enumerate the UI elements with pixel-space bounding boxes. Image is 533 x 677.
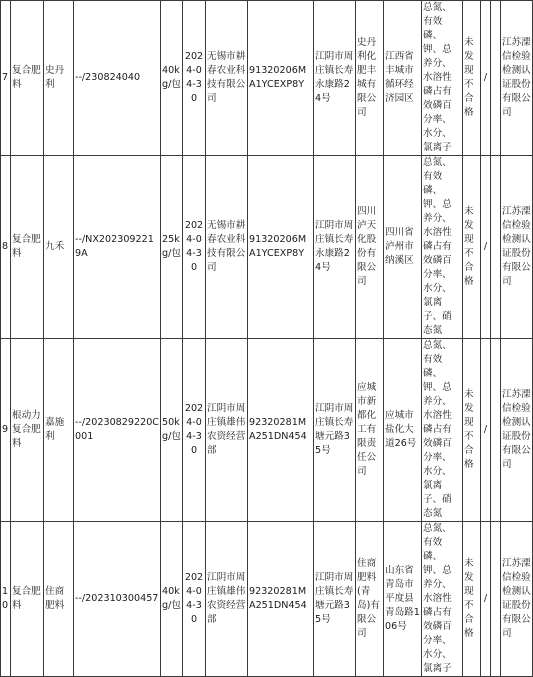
- sampled-unit-cell: 江阴市周庄镇雄伟农资经营部: [206, 522, 248, 677]
- empty-cell: [491, 156, 501, 339]
- manufacturer-address-cell: 江西省丰城市循环经济园区: [384, 1, 422, 156]
- testing-agency-cell: 江苏溧信检验检测认证股份有限公司: [501, 339, 533, 522]
- sampled-address-cell: 江阴市周庄镇长寿永康路24号: [314, 1, 356, 156]
- blank-cell: /: [481, 156, 491, 339]
- production-date-cell: 2024-04-30: [183, 339, 206, 522]
- blank-cell: /: [481, 1, 491, 156]
- category-cell: 复合肥料: [11, 522, 44, 677]
- credit-code-cell: 91320206MA1YCEXP8Y: [248, 1, 314, 156]
- spec-model-cell: --/230824040: [74, 1, 161, 156]
- credit-code-cell: 91320206MA1YCEXP8Y: [248, 156, 314, 339]
- table-row: [1, 522, 533, 677]
- row-number: 8: [1, 156, 11, 339]
- result-cell: 未发现不合格: [463, 1, 481, 156]
- category-cell: 复合肥料: [11, 156, 44, 339]
- table-row: [1, 1, 533, 156]
- category-cell: 复合肥料: [11, 1, 44, 156]
- brand-cell: 嘉施利: [44, 339, 74, 522]
- package-cell: 25kg/包: [161, 156, 183, 339]
- marked-manufacturer-cell: 应城市新都化工有限责任公司: [356, 339, 384, 522]
- spec-model-cell: --/20230829220C001: [74, 339, 161, 522]
- row-number: 9: [1, 339, 11, 522]
- marked-manufacturer-cell: 住商肥料(青岛)有限公司: [356, 522, 384, 677]
- credit-code-cell: 92320281MA251DN454: [248, 339, 314, 522]
- test-items-cell: 总氮、有效磷、钾、总养分、水溶性磷占有效磷百分率、水分、氯离子: [422, 1, 463, 156]
- sampled-unit-cell: 无锡市耕春农业科技有限公司: [206, 1, 248, 156]
- test-items-cell: 总氮、有效磷、钾、总养分、水溶性磷占有效磷百分率、水分、氯离子、硝态氮: [422, 339, 463, 522]
- row-number: 7: [1, 1, 11, 156]
- empty-cell: [491, 1, 501, 156]
- category-cell: 根动力复合肥料: [11, 339, 44, 522]
- sampled-address-cell: 江阴市周庄镇长寿永康路24号: [314, 156, 356, 339]
- blank-cell: /: [481, 522, 491, 677]
- sampled-address-cell: 江阴市周庄镇长寿塘元路35号: [314, 522, 356, 677]
- table-row: [1, 339, 533, 522]
- result-cell: 未发现不合格: [463, 522, 481, 677]
- manufacturer-address-cell: 山东省青岛市平度县青岛路106号: [384, 522, 422, 677]
- production-date-cell: 2024-04-30: [183, 1, 206, 156]
- spec-model-cell: --/NX2023092219A: [74, 156, 161, 339]
- credit-code-cell: 92320281MA251DN454: [248, 522, 314, 677]
- brand-cell: 史丹利: [44, 1, 74, 156]
- marked-manufacturer-cell: 史丹利化肥丰城有限公司: [356, 1, 384, 156]
- result-cell: 未发现不合格: [463, 339, 481, 522]
- manufacturer-address-cell: 应城市盐化大道26号: [384, 339, 422, 522]
- table-row: [1, 156, 533, 339]
- brand-cell: 住商肥料: [44, 522, 74, 677]
- empty-cell: [491, 522, 501, 677]
- testing-agency-cell: 江苏溧信检验检测认证股份有限公司: [501, 156, 533, 339]
- test-items-cell: 总氮、有效磷、钾、总养分、水溶性磷占有效磷百分率、水分、氯离子、硝态氮: [422, 156, 463, 339]
- empty-cell: [491, 339, 501, 522]
- result-cell: 未发现不合格: [463, 156, 481, 339]
- brand-cell: 九禾: [44, 156, 74, 339]
- package-cell: 40kg/包: [161, 522, 183, 677]
- testing-agency-cell: 江苏溧信检验检测认证股份有限公司: [501, 522, 533, 677]
- manufacturer-address-cell: 四川省泸州市纳溪区: [384, 156, 422, 339]
- marked-manufacturer-cell: 四川泸天化股份有限公司: [356, 156, 384, 339]
- test-items-cell: 总氮、有效磷、钾、总养分、水溶性磷占有效磷百分率、水分、氯离子: [422, 522, 463, 677]
- testing-agency-cell: 江苏溧信检验检测认证股份有限公司: [501, 1, 533, 156]
- sampled-address-cell: 江阴市周庄镇长寿塘元路35号: [314, 339, 356, 522]
- sampled-unit-cell: 江阴市周庄镇雄伟农资经营部: [206, 339, 248, 522]
- table-body: [1, 1, 533, 677]
- blank-cell: /: [481, 339, 491, 522]
- spec-model-cell: --/202310300457: [74, 522, 161, 677]
- production-date-cell: 2024-04-30: [183, 156, 206, 339]
- production-date-cell: 2024-04-30: [183, 522, 206, 677]
- sampled-unit-cell: 无锡市耕春农业科技有限公司: [206, 156, 248, 339]
- row-number: 10: [1, 522, 11, 677]
- package-cell: 50kg/包: [161, 339, 183, 522]
- package-cell: 40kg/包: [161, 1, 183, 156]
